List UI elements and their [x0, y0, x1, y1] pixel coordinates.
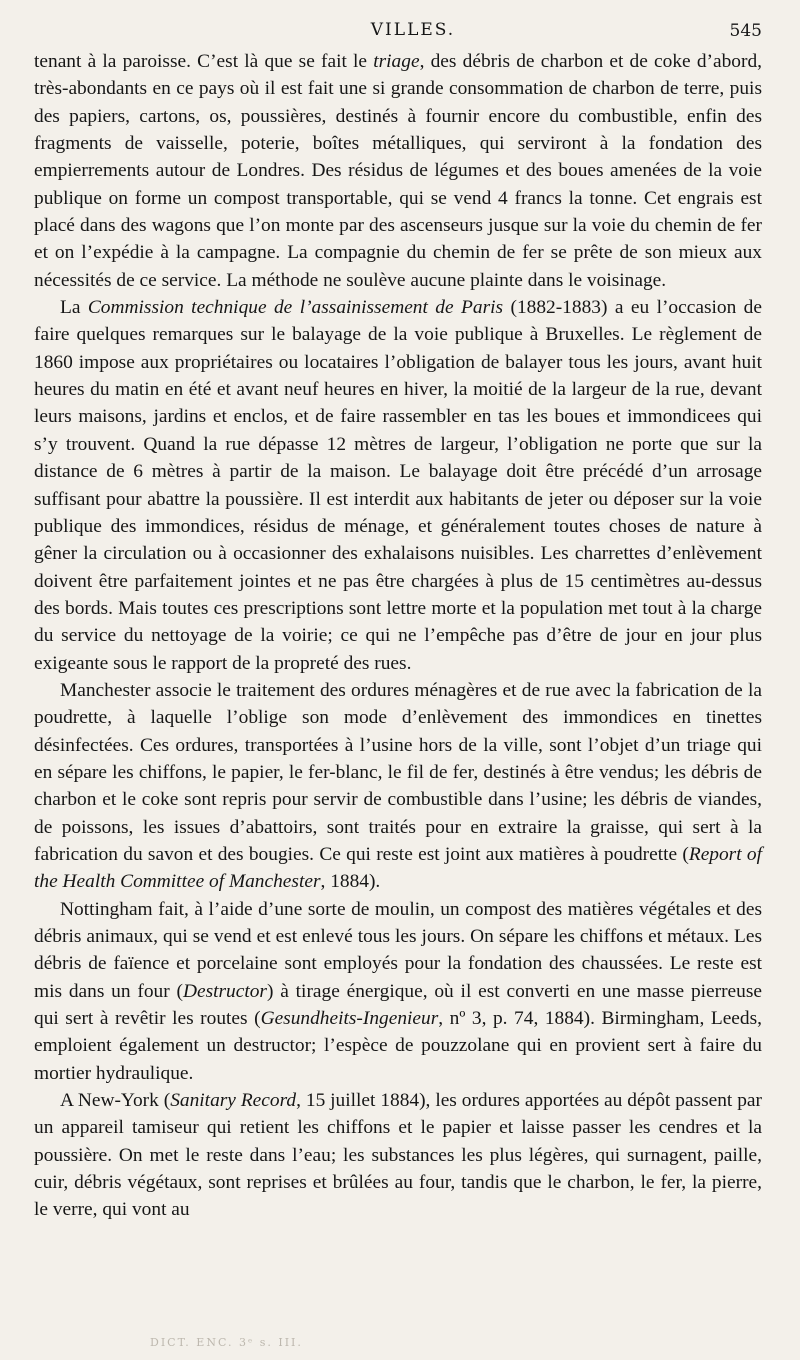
paragraph [34, 677, 762, 896]
page-number: 545 [729, 21, 762, 41]
running-head [34, 18, 762, 48]
italic-run: triage [373, 51, 420, 72]
text-run: ) à tirage énergique, où il est converti en une masse pierreuse qui sert à revêtir les routes ( [34, 980, 763, 1030]
signature-mark: DICT. ENC. 3ᵉ s. III. [150, 1336, 303, 1349]
text-run: Nottingham fait, à l’aide d’une sorte de moulin, un compost des matières végétales et des débris animaux, qui se vend et est enlevé tous les jours. On sépare les chiffons et métaux. Les débris de faïence et porcelaine sont employés pour la fondation des chaussées. Le reste est mis dans un four ( [34, 898, 762, 1002]
running-title: VILLES. [370, 20, 456, 40]
text-run: , 15 juillet 1884), les ordures apportées au dépôt passent par un appareil tamiseur qui retient les chiffons et le papier et laisse passer les cendres et la poussière. On met le reste dans l’eau; les substances les plus légères, qui surnagent, paille, cuir, débris végétaux, sont reprises et brûlées au four, tandis que le charbon, le fer, la pierre, le verre, qui vont au [34, 1090, 762, 1221]
text-run: A New-York ( [60, 1090, 171, 1112]
text-run: (1882-1883) a eu l’occasion de faire quelques remarques sur le balayage de la voie publique à Bruxelles. Le règlement de 1860 impose aux propriétaires ou locataires l’obligation de balayer tous les jours, avant huit heures du matin en été et avant neuf heures en hiver, la moitié de la largeur de la rue, devant leurs maisons, jardins et enclos, et de faire rassembler en tas les boues et immondicees qui s’y trouvent. Quand la rue dépasse 12 mètres de largeur, l’obligation ne porte que sur la distance de 6 mètres à partir de la maison. Le balayage doit être précédé d’un arrosage suffisant pour abattre la poussière. Il est interdit aux habitants de jeter ou déposer sur la voie publique des immondices, résidus de ménage, et généralement toutes choses de nature à gêner la circulation ou à occasionner des exhalaisons nuisibles. Les charrettes d’enlèvement doivent être parfaitement jointes et ne pas être chargées à plus de 15 centimètres au-dessus des bords. Mais toutes ces prescriptions sont lettre morte et la population met tout à la charge du service du nettoyage de la voirie; ce qui ne l’empêche pas d’être de jour en jour plus exigeante sous le rapport de la propreté des rues. [34, 297, 762, 674]
body-text [34, 48, 762, 1224]
text-run: , nº 3, p. 74, 1884). Birmingham, Leeds, emploient également un destructor; l’espèce de pouzzolane qui en provient sert à faire du mortier hydraulique. [34, 1008, 762, 1084]
paragraph [34, 294, 762, 677]
text-run: tenant à la paroisse. C’est là que se fait le [34, 51, 374, 72]
paragraph [34, 1087, 762, 1224]
text-run: , 1884). [320, 871, 381, 893]
text-run: , des débris de charbon et de coke d’abord, très-abondants en ce pays où il est fait une si grande consommation de charbon de terre, puis des papiers, cartons, os, poussières, destinés à fournir encore du combustible, enfin des fragments de vaisselle, poterie, boîtes métalliques, qui serviront à la fondation des empierrements autour de Londres. Des résidus de légumes et des boues amenées de la voie publique on forme un compost transportable, qui se vend 4 francs la tonne. Cet engrais est placé dans des wagons que l’on monte par des ascenseurs jusque sur la voie du chemin de fer et on l’expédie à la campagne. La compagnie du chemin de fer se prête de son mieux aux nécessités de ce service. La méthode ne soulève aucune plainte dans le voisinage. [34, 51, 763, 291]
italic-run: Report of the Health Committee of Manchester [34, 843, 762, 893]
text-run: Manchester associe le traitement des ordures ménagères et de rue avec la fabrication de la poudrette, à laquelle l’oblige son mode d’enlèvement des immondices en tinettes désinfectées. Ces ordures, transportées à l’usine hors de la ville, sont l’objet d’un triage qui en sépare les chiffons, le papier, le fer-blanc, le fil de fer, destinés à être vendus; les débris de charbon et le coke sont repris pour servir de combustible dans l’usine; les débris de viandes, de poissons, les issues d’abattoirs, sont traités pour en extraire la graisse, qui sert à la fabrication du savon et des bougies. Ce qui reste est joint aux matières à poudrette ( [34, 679, 762, 865]
italic-run: Commission technique de l’assainissement de Paris [87, 297, 504, 319]
paragraph [34, 896, 762, 1087]
italic-run: Gesundheits-Ingenieur [260, 1008, 439, 1030]
paragraph [34, 48, 762, 294]
italic-run: Sanitary Record [170, 1090, 297, 1112]
italic-run: Destructor [182, 980, 267, 1002]
text-run: La [60, 297, 88, 319]
